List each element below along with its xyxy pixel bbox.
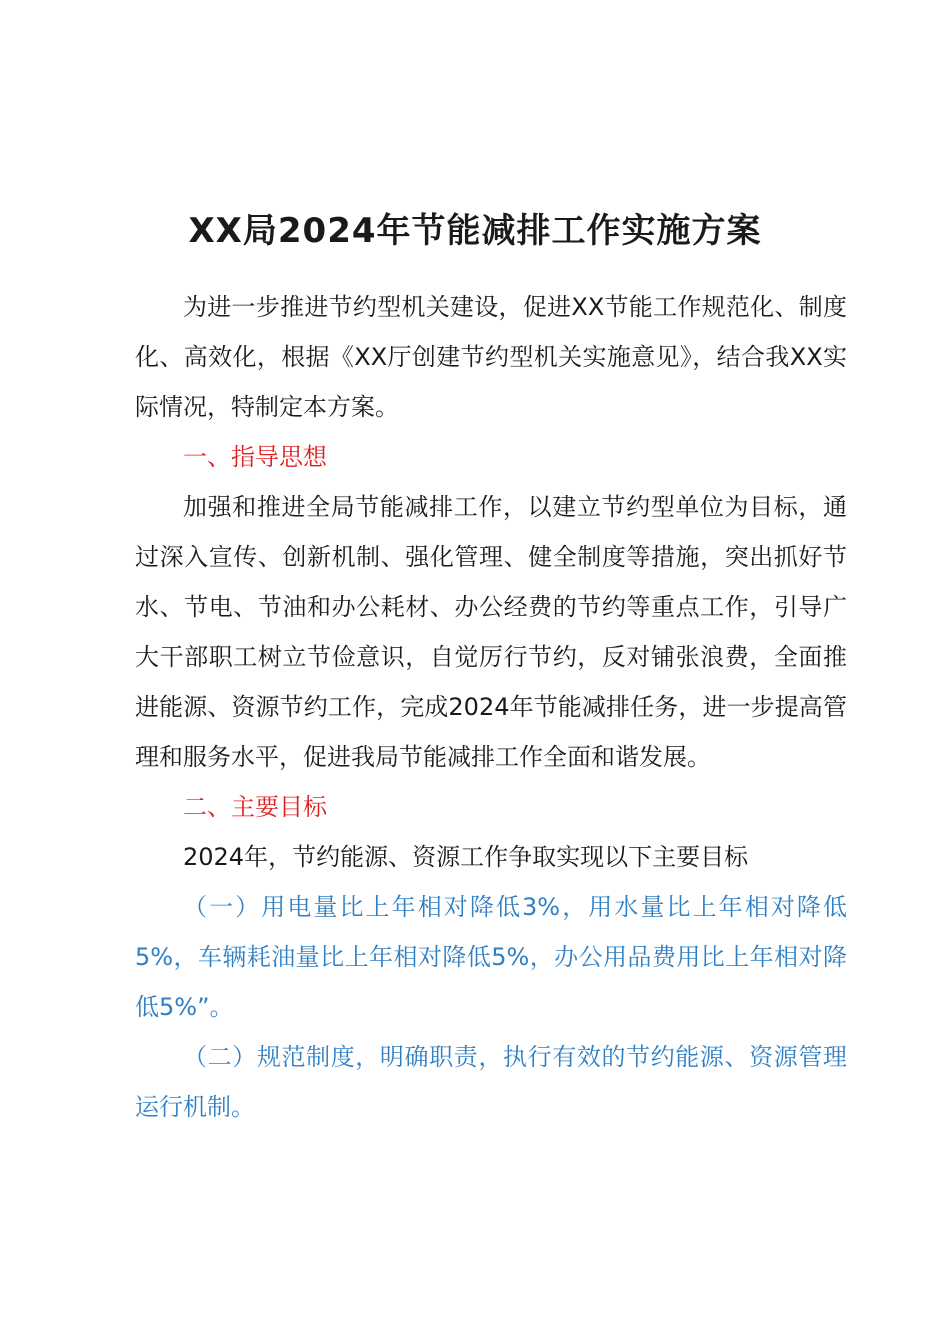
section-1-body: 加强和推进全局节能减排工作，以建立节约型单位为目标，通过深入宣传、创新机制、强化管理、健全制度等措施，突出抓好节水、节电、节油和办公耗材、办公经费的节约等重点工作，引导广大干部职工树立节俭意识，自觉厉行节约，反对铺张浪费，全面推进能源、资源节约工作，完成2024年节能减排任务，进一步提高管理和服务水平，促进我局节能减排工作全面和谐发展。 xyxy=(135,493,847,771)
document-body xyxy=(135,282,847,1132)
section-2-lead: 2024年，节约能源、资源工作争取实现以下主要目标 xyxy=(183,843,749,871)
document-title: XX局2024年节能减排工作实施方案 xyxy=(188,211,762,251)
section-2-item-2: （二）规范制度，明确职责，执行有效的节约能源、资源管理运行机制。 xyxy=(135,1043,847,1121)
section-2-item-1: （一）用电量比上年相对降低3%，用水量比上年相对降低5%，车辆耗油量比上年相对降低5%，办公用品费用比上年相对降低5%”。 xyxy=(135,893,847,1021)
intro-paragraph: 为进一步推进节约型机关建设，促进XX节能工作规范化、制度化、高效化，根据《XX厅创建节约型机关实施意见》，结合我XX实际情况，特制定本方案。 xyxy=(135,293,847,421)
section-2-heading: 二、主要目标 xyxy=(183,793,327,821)
section-1-heading: 一、指导思想 xyxy=(183,443,327,471)
